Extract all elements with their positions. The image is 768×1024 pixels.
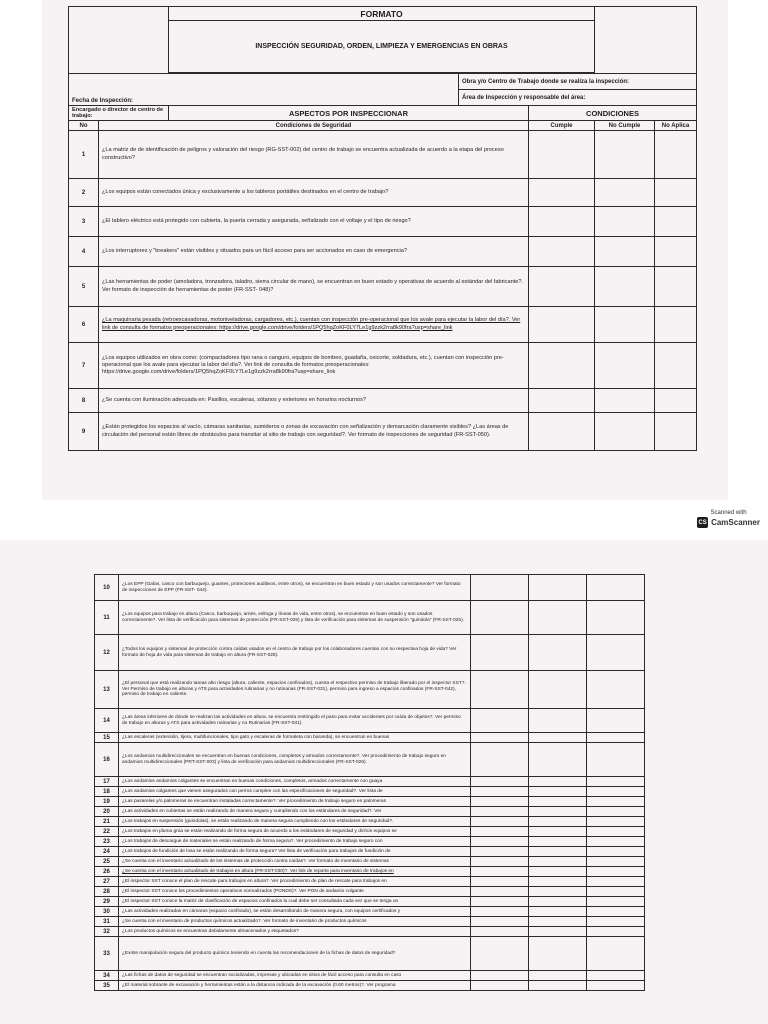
row-question: ¿Los productos químicos se encuentran debidamente almacenados y etiquetados? [119, 927, 471, 937]
no-aplica-cell[interactable] [587, 807, 645, 817]
table-row [69, 237, 697, 267]
cumple-cell[interactable] [529, 207, 595, 237]
no-aplica-cell[interactable] [587, 733, 645, 743]
row-question: ¿Las escaleras (extensión, tijera, multifuncionales, tipo gato y escaleras de formaleta con baranda), se encuentran en buenas [119, 733, 471, 743]
encargado-label: Encargado o director de centro de trabajo: [69, 106, 169, 121]
table-row [95, 777, 645, 787]
camscanner-logo-icon: CS [697, 517, 708, 528]
no-cumple-cell[interactable] [529, 817, 587, 827]
cumple-cell[interactable] [471, 837, 529, 847]
no-cumple-cell[interactable] [529, 787, 587, 797]
no-aplica-cell[interactable] [587, 917, 645, 927]
form-subtitle: INSPECCIÓN SEGURIDAD, ORDEN, LIMPIEZA Y EMERGENCIAS EN OBRAS [169, 21, 595, 73]
no-cumple-cell[interactable] [529, 937, 587, 971]
row-question: ¿La matriz de de identificación de peligros y valoración del riesgo (RG-SST-002) del centro de trabajo se encuentra actualizada de acuerdo a la etapa del proceso constructivo? [99, 131, 529, 179]
table-row [69, 413, 697, 451]
table-row [95, 671, 645, 709]
row-question: ¿Todos los equipos y sistemas de protección contra caídas usados en el centro de trabajo por los colaboradores cuentan con su respectiva hoja de vida? Ver formato de hoja de vida para sistemas de trabajo en altura (FR-SST-028). [119, 635, 471, 671]
cumple-cell[interactable] [471, 797, 529, 807]
row-question: ¿Las fichas de datos de seguridad se encuentran socializadas, impresas y ubicadas en sitios de fácil acceso para consulta en caso [119, 971, 471, 981]
no-aplica-cell[interactable] [587, 867, 645, 877]
row-question: ¿Existe manipulación segura del producto químico teniendo en cuenta las recomendaciones de la fichas de datos de seguridad? [119, 937, 471, 971]
table-row [95, 635, 645, 671]
row-question: ¿Los interruptores y "breakers" están visibles y situados para un fácil acceso para ser accionados en caso de emergencia? [99, 237, 529, 267]
no-aplica-cell[interactable] [587, 877, 645, 887]
table-row [95, 827, 645, 837]
table-row [69, 343, 697, 389]
logo-box [69, 7, 169, 74]
row-number: 30 [95, 907, 119, 917]
table-row [95, 907, 645, 917]
row-question: ¿Los equipos para trabajo en altura (Casco, barbuquejo, arnés, eslinga y líneas de vida, entre otros), se encuentran en buen estado y son usados correctamente?. Ver lista de verificación para sistemas de protección (FR-SST-029) y lista de verificación para sistemas de suspensión "guindola" (FR-SST-025). [119, 601, 471, 635]
no-aplica-cell[interactable] [587, 575, 645, 601]
cumple-cell[interactable] [471, 917, 529, 927]
cumple-cell[interactable] [471, 575, 529, 601]
row-number: 27 [95, 877, 119, 887]
no-aplica-cell[interactable] [655, 267, 697, 307]
inspection-form-table-1 [68, 6, 697, 451]
row-question: ¿Los equipos están conectados única y exclusivamente a los tableros portátiles destinados en el centro de trabajo? [99, 179, 529, 207]
row-number: 22 [95, 827, 119, 837]
no-aplica-cell[interactable] [587, 601, 645, 635]
row-question: ¿Se cuenta con iluminación adecuada en: Pasillos, escaleras, sótanos y exteriores en horarios nocturnos? [99, 389, 529, 413]
no-cumple-cell[interactable] [595, 307, 655, 343]
no-cumple-cell[interactable] [529, 897, 587, 907]
no-cumple-cell[interactable] [529, 981, 587, 991]
cumple-cell[interactable] [529, 413, 595, 451]
row-number: 4 [69, 237, 99, 267]
table-row [95, 971, 645, 981]
row-number: 23 [95, 837, 119, 847]
table-row [69, 267, 697, 307]
table-row [95, 917, 645, 927]
no-cumple-cell[interactable] [529, 971, 587, 981]
cumple-cell[interactable] [471, 927, 529, 937]
no-cumple-cell[interactable] [529, 907, 587, 917]
row-number: 29 [95, 897, 119, 907]
row-question: ¿Los trabajos en suspensión (guindolas), se están realizando de manera segura cumpliendo con los estándares de seguridad?. [119, 817, 471, 827]
row-question: ¿Están protegidos los espacios al vacío, cámaras sanitarias, sumideros o zonas de excavación con señalización y demarcación claramente visibles? ¿Las áreas de circulación del personal están libres de obstáculos para transitar al sitio de trabajo con seguridad?. Ver formato de inspecciones de seguridad (FR-SST-050). [99, 413, 529, 451]
row-number: 5 [69, 267, 99, 307]
table-row [95, 897, 645, 907]
no-cumple-cell[interactable] [529, 797, 587, 807]
no-cumple-cell[interactable] [529, 827, 587, 837]
table-row [95, 601, 645, 635]
no-aplica-cell[interactable] [587, 847, 645, 857]
no-cumple-cell[interactable] [529, 575, 587, 601]
cumple-cell[interactable] [471, 847, 529, 857]
table-row [95, 857, 645, 867]
row-number: 2 [69, 179, 99, 207]
no-cumple-cell[interactable] [595, 413, 655, 451]
no-cumple-cell[interactable] [529, 709, 587, 733]
row-number: 32 [95, 927, 119, 937]
aspectos-header: ASPECTOS POR INSPECCIONAR [169, 106, 529, 121]
no-aplica-cell[interactable] [587, 927, 645, 937]
no-aplica-cell[interactable] [587, 709, 645, 733]
row-question: ¿La maquinaria pesada (retroexcavadoras, motoniveladoras, cargadores, etc.), cuentan con inspección pre-operacional que los avale para ejecutar la labor del día?. Ver link de consulta de formatos preoperacionales: https://drive.google.com/drive/folders/1PQ5hqZoKF0LY7Le1g9zzk2rra8k90fra?usp=share_link [99, 307, 529, 343]
no-aplica-cell[interactable] [655, 307, 697, 343]
no-aplica-cell[interactable] [655, 131, 697, 179]
row-question: ¿Las actividades en cubiertas se están realizando de manera segura y cumpliendo con los estándares de seguridad?. Ver [119, 807, 471, 817]
row-number: 28 [95, 887, 119, 897]
table-row [95, 817, 645, 827]
row-number: 35 [95, 981, 119, 991]
cumple-cell[interactable] [471, 787, 529, 797]
no-aplica-cell[interactable] [587, 817, 645, 827]
no-cumple-cell[interactable] [595, 343, 655, 389]
inspection-form-table-2 [94, 574, 645, 991]
no-aplica-cell[interactable] [655, 413, 697, 451]
table-row [69, 179, 697, 207]
cumple-cell[interactable] [471, 635, 529, 671]
no-cumple-cell[interactable] [595, 267, 655, 307]
no-cumple-cell[interactable] [529, 807, 587, 817]
cumple-cell[interactable] [471, 867, 529, 877]
no-aplica-cell[interactable] [655, 237, 697, 267]
row-number: 9 [69, 413, 99, 451]
row-number: 6 [69, 307, 99, 343]
no-aplica-cell[interactable] [587, 937, 645, 971]
table-row [95, 867, 645, 877]
row-number: 24 [95, 847, 119, 857]
no-cumple-cell[interactable] [529, 877, 587, 887]
row-question: ¿Los andamios andamios colgantes se encuentran en buenas condiciones, completos, armados correctamente con guaya [119, 777, 471, 787]
form-code-box [595, 7, 697, 74]
cumple-cell[interactable] [471, 857, 529, 867]
cumple-cell[interactable] [471, 937, 529, 971]
column-cumple: Cumple [529, 121, 595, 131]
row-number: 19 [95, 797, 119, 807]
table-row [95, 743, 645, 777]
no-cumple-cell[interactable] [595, 131, 655, 179]
table-row [95, 797, 645, 807]
row-question: ¿Los andamios colgantes que vienen asegurados con perros cumplen con las especificaciones de seguridad?. Ver lista de [119, 787, 471, 797]
no-cumple-cell[interactable] [595, 389, 655, 413]
no-cumple-cell[interactable] [595, 237, 655, 267]
no-cumple-cell[interactable] [529, 837, 587, 847]
column-no: No [69, 121, 99, 131]
cumple-cell[interactable] [471, 981, 529, 991]
no-cumple-cell[interactable] [529, 743, 587, 777]
table-row [95, 807, 645, 817]
row-number: 17 [95, 777, 119, 787]
cumple-cell[interactable] [471, 887, 529, 897]
row-number: 20 [95, 807, 119, 817]
row-question: ¿Se cuenta con el inventario de productos químicos actualizado?. Ver formato de inventario de productos químicos [119, 917, 471, 927]
no-aplica-cell[interactable] [655, 207, 697, 237]
row-question: ¿Las herramientas de poder (amoladora, tronzadora, taladro, sierra circular de mano), se encuentran en buen estado y operativas de acuerdo al estándar del fabricante?. Ver formato de inspección de herramientas de poder (FR-SST- 048)? [99, 267, 529, 307]
form-title: FORMATO [169, 7, 595, 21]
cumple-cell[interactable] [529, 131, 595, 179]
table-row [95, 733, 645, 743]
cumple-cell[interactable] [529, 179, 595, 207]
cumple-cell[interactable] [471, 827, 529, 837]
row-question: ¿El inspector SST conoce los procedimientos operativos normalizados (PONDS)?. Ver PON de andamio colgante [119, 887, 471, 897]
row-question: ¿Los trabajos en plumа grúa se están realizando de forma segura de acuerdo a los estándares de seguridad y dichos equipos se [119, 827, 471, 837]
no-cumple-cell[interactable] [529, 733, 587, 743]
no-cumple-cell[interactable] [529, 887, 587, 897]
table-row [95, 887, 645, 897]
row-number: 21 [95, 817, 119, 827]
cumple-cell[interactable] [529, 237, 595, 267]
camscanner-brand: CamScanner [711, 518, 760, 527]
table-row [95, 847, 645, 857]
row-question: ¿Los trabajos de fundición de losa se están realizando de forma segura? Ver lista de verificación para trabajos de fundición de [119, 847, 471, 857]
no-aplica-cell[interactable] [587, 671, 645, 709]
cumple-cell[interactable] [471, 877, 529, 887]
table-row [95, 709, 645, 733]
table-row [95, 575, 645, 601]
no-aplica-cell[interactable] [587, 907, 645, 917]
no-cumple-cell[interactable] [529, 671, 587, 709]
cumple-cell[interactable] [529, 267, 595, 307]
row-number: 18 [95, 787, 119, 797]
cumple-cell[interactable] [529, 343, 595, 389]
no-aplica-cell[interactable] [655, 343, 697, 389]
cumple-cell[interactable] [471, 817, 529, 827]
cumple-cell[interactable] [471, 709, 529, 733]
row-number: 15 [95, 733, 119, 743]
condiciones-header: CONDICIONES [529, 106, 697, 121]
row-number: 7 [69, 343, 99, 389]
row-number: 10 [95, 575, 119, 601]
row-question: ¿El tablero eléctrico está protegido con cubierta, la puerta cerrada y asegurada, señalizado con el voltaje y el tipo de riesgo? [99, 207, 529, 237]
cumple-cell[interactable] [471, 743, 529, 777]
column-condiciones-seguridad: Condiciones de Seguridad [99, 121, 529, 131]
table-row [69, 131, 697, 179]
table-row [95, 927, 645, 937]
no-aplica-cell[interactable] [655, 179, 697, 207]
no-aplica-cell[interactable] [587, 797, 645, 807]
no-aplica-cell[interactable] [587, 635, 645, 671]
row-question: ¿El material sobrante de excavación y herramientas están a la distancia indicada de la excavación (0,60 metros)?. Ver programa [119, 981, 471, 991]
table-row [95, 787, 645, 797]
no-aplica-cell[interactable] [655, 389, 697, 413]
area-label: Área de Inspección y responsable del área: [459, 90, 697, 106]
row-question: ¿Se cuenta con el inventario actualizado de trabajos en altura (FR-SST-030)?. Ver link de reporte para inventario de trabajos en [119, 867, 471, 877]
row-number: 3 [69, 207, 99, 237]
no-aplica-cell[interactable] [587, 743, 645, 777]
row-number: 1 [69, 131, 99, 179]
row-number: 16 [95, 743, 119, 777]
row-question: ¿El inspector SST conoce la matriz de clasificación de espacios confinados la cual debe ser consultada cada vez que se tenga un [119, 897, 471, 907]
no-cumple-cell[interactable] [529, 777, 587, 787]
row-question: ¿El inspector SST conoce el plan de rescate para trabajos en altura?. Ver procedimiento de plan de rescate para trabajos en [119, 877, 471, 887]
no-aplica-cell[interactable] [587, 827, 645, 837]
no-aplica-cell[interactable] [587, 777, 645, 787]
cumple-cell[interactable] [471, 777, 529, 787]
column-no-cumple: No Cumple [595, 121, 655, 131]
row-number: 33 [95, 937, 119, 971]
cumple-cell[interactable] [529, 389, 595, 413]
row-number: 11 [95, 601, 119, 635]
row-number: 12 [95, 635, 119, 671]
form-page-1 [42, 0, 728, 500]
no-cumple-cell[interactable] [595, 207, 655, 237]
cumple-cell[interactable] [529, 307, 595, 343]
cumple-cell[interactable] [471, 907, 529, 917]
fecha-label: Fecha de Inspección: [69, 74, 459, 106]
no-cumple-cell[interactable] [529, 847, 587, 857]
scanned-with-text: Scanned with [710, 510, 747, 516]
no-cumple-cell[interactable] [529, 927, 587, 937]
row-number: 14 [95, 709, 119, 733]
cumple-cell[interactable] [471, 897, 529, 907]
cumple-cell[interactable] [471, 807, 529, 817]
cumple-cell[interactable] [471, 601, 529, 635]
no-cumple-cell[interactable] [529, 601, 587, 635]
column-no-aplica: No Aplica [655, 121, 697, 131]
row-question: ¿Se cuenta con el inventario actualizado de los sistemas de protección contra caídas?. Ver formato de inventario de sistemas [119, 857, 471, 867]
form-page-2 [0, 540, 768, 1024]
no-aplica-cell[interactable] [587, 787, 645, 797]
no-aplica-cell[interactable] [587, 837, 645, 847]
cumple-cell[interactable] [471, 671, 529, 709]
row-question: ¿Los trabajos de descargue de materiales se están realizando de forma segura?. Ver procedimiento de trabajo seguro con [119, 837, 471, 847]
row-question: ¿Los andamios multidireccionales se encuentran en buenas condiciones, completos y armados correctamente?. Ver procedimiento de trabajo seguro en andamios multidireccionales (PRT-SST-003) y lista de verificación para andamios multidireccionales (FR-SST-026). [119, 743, 471, 777]
table-row [69, 207, 697, 237]
row-question: ¿Los equipos utilizados en obra como: (compactadores tipo rana o canguro, equipos de bombeo, guadaña, oxicorte, soldadura, etc.), cuentan con inspección pre-operacional que los avale para ejecutar la labor del día?. Ver link de consulta de formatos preoperacionales: https://drive.google.com/drive/folders/1PQ5hqZoKF0LY7Le1g9zzk2rra8k90fra?usp=share_link [99, 343, 529, 389]
no-cumple-cell[interactable] [529, 635, 587, 671]
table-row [95, 877, 645, 887]
table-row [69, 307, 697, 343]
row-question: ¿Las pasarelas y/o palomeras se encuentran instaladas correctamente?. Ver procedimiento de trabajo seguro en palomeras [119, 797, 471, 807]
table-row [95, 937, 645, 971]
no-cumple-cell[interactable] [529, 857, 587, 867]
table-row [95, 837, 645, 847]
row-number: 34 [95, 971, 119, 981]
table-row [69, 389, 697, 413]
cumple-cell[interactable] [471, 971, 529, 981]
no-cumple-cell[interactable] [595, 179, 655, 207]
no-aplica-cell[interactable] [587, 857, 645, 867]
row-question: ¿Las áreas inferiores de dónde se realizan las actividades en altura, se encuentra restringido el paso para evitar accidentes por caída de objetos?. Ver permiso de trabajo en alturas y ATS para actividades rutinarias y no Rutinarias (FR-SST-031). [119, 709, 471, 733]
row-number: 26 [95, 867, 119, 877]
no-aplica-cell[interactable] [587, 981, 645, 991]
table-row [95, 981, 645, 991]
no-aplica-cell[interactable] [587, 887, 645, 897]
obra-label: Obra y/o Centro de Trabajo donde se realiza la inspección: [459, 74, 697, 90]
row-question: ¿Los EPP (Gafas, casco con barbuquejo, guantes, protectores auditivos, entre otros), se encuentran en buen estado y son usados correctamente? Ver formato de inspecciones de EPP (FR-SST- 044). [119, 575, 471, 601]
no-cumple-cell[interactable] [529, 867, 587, 877]
row-number: 13 [95, 671, 119, 709]
row-number: 8 [69, 389, 99, 413]
camscanner-watermark [697, 510, 760, 528]
row-question: ¿Las actividades realizadas en cámaras (espacio confinado), se están desarrollando de manera segura, con equipos certificados y [119, 907, 471, 917]
row-question: ¿El personal que está realizando tareas alto riesgo (altura, caliente, espacios confinados), cuenta el respectivo permiso de trabajo liberado por el inspector SST?. Ver Permiso de trabajo en alturas y ATS para actividades rutinarias y no rutinarias (FR-SST-031), permiso para ingreso a espacios confinados (FR-SST-042), permiso de trabajo en caliente. [119, 671, 471, 709]
no-aplica-cell[interactable] [587, 897, 645, 907]
no-cumple-cell[interactable] [529, 917, 587, 927]
cumple-cell[interactable] [471, 733, 529, 743]
row-number: 31 [95, 917, 119, 927]
row-number: 25 [95, 857, 119, 867]
no-aplica-cell[interactable] [587, 971, 645, 981]
